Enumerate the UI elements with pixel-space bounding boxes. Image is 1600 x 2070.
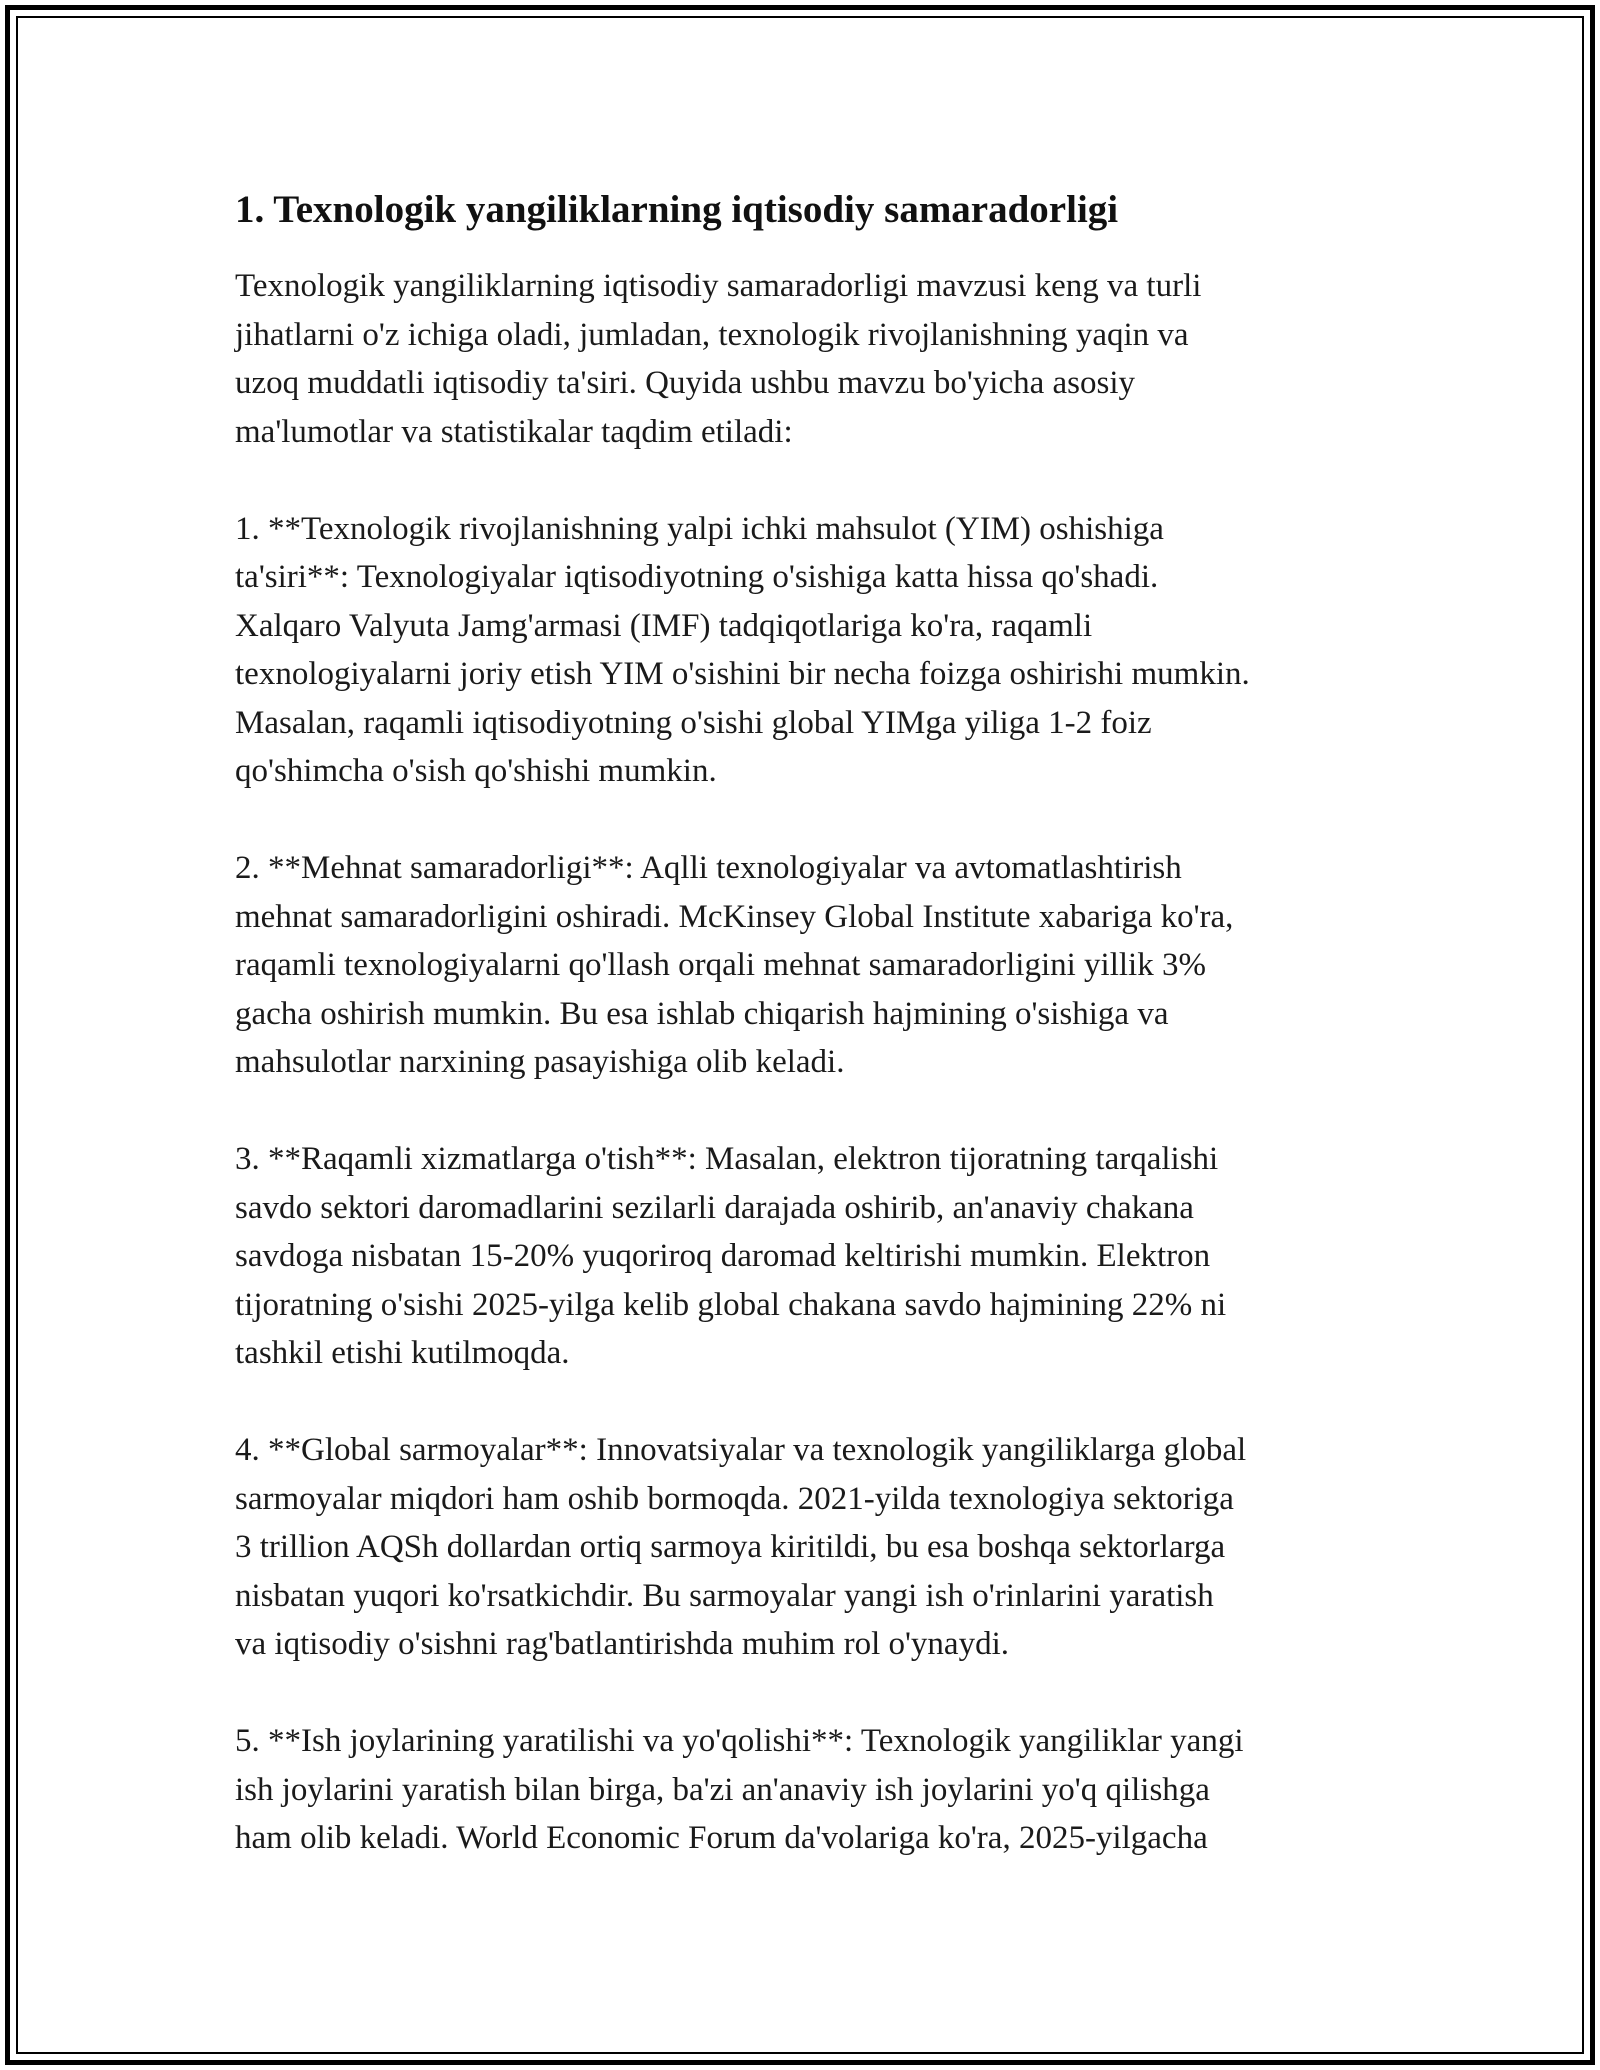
document-body [235, 186, 1385, 1911]
text-line: savdo sektori daromadlarini sezilarli darajada oshirib, an'anaviy chakana [235, 1189, 1194, 1226]
document-title: 1. Texnologik yangiliklarning iqtisodiy samaradorligi [235, 188, 1119, 231]
intro-paragraph [235, 262, 1385, 456]
list-item-digital-services [235, 1135, 1385, 1378]
text-line: gacha oshirish mumkin. Bu esa ishlab chiqarish hajmining o'sishiga va [235, 995, 1169, 1032]
text-line: raqamli texnologiyalarni qo'llash orqali mehnat samaradorligini yillik 3% [235, 947, 1206, 983]
text-line: texnologiyalarni joriy etish YIM o'sishini bir necha foizga oshirishi mumkin. [235, 656, 1250, 692]
text-line: sarmoyalar miqdori ham oshib bormoqda. 2021-yilda texnologiya sektoriga [235, 1480, 1234, 1517]
list-item-labor-productivity [235, 844, 1385, 1087]
text-line: ta'siri**: Texnologiyalar iqtisodiyotning o'sishiga katta hissa qo'shadi. [235, 559, 1159, 595]
text-line: va iqtisodiy o'sishni rag'batlantirishda muhim rol o'ynaydi. [235, 1626, 1010, 1662]
text-line: qo'shimcha o'sish qo'shishi mumkin. [235, 753, 717, 789]
text-line: tashkil etishi kutilmoqda. [235, 1335, 570, 1371]
text-line: Masalan, raqamli iqtisodiyotning o'sishi global YIMga yiliga 1-2 foiz [235, 704, 1152, 741]
text-line: tijoratning o'sishi 2025-yilga kelib global chakana savdo hajmining 22% ni [235, 1286, 1227, 1323]
text-line: 4. **Global sarmoyalar**: Innovatsiyalar va texnologik yangiliklarga global [235, 1432, 1247, 1468]
text-line: ham olib keladi. World Economic Forum da'volariga ko'ra, 2025-yilgacha [235, 1820, 1208, 1856]
text-line: mahsulotlar narxining pasayishiga olib keladi. [235, 1044, 845, 1080]
text-line: savdoga nisbatan 15-20% yuqoriroq daromad keltirishi mumkin. Elektron [235, 1238, 1211, 1274]
text-line: jihatlarni o'z ichiga oladi, jumladan, texnologik rivojlanishning yaqin va [235, 316, 1189, 353]
list-item-jobs [235, 1717, 1385, 1863]
text-line: uzoq muddatli iqtisodiy ta'siri. Quyida ushbu mavzu bo'yicha asosiy [235, 365, 1136, 401]
text-line: 2. **Mehnat samaradorligi**: Aqlli texnologiyalar va avtomatlashtirish [235, 850, 1182, 886]
list-item-global-investments [235, 1426, 1385, 1669]
text-line: mehnat samaradorligini oshiradi. McKinsey Global Institute xabariga ko'ra, [235, 898, 1234, 935]
text-line: ma'lumotlar va statistikalar taqdim etiladi: [235, 413, 793, 450]
text-line: 5. **Ish joylarining yaratilishi va yo'qolishi**: Texnologik yangiliklar yangi [235, 1723, 1244, 1759]
list-item-gdp-growth [235, 505, 1385, 796]
text-line: nisbatan yuqori ko'rsatkichdir. Bu sarmoyalar yangi ish o'rinlarini yaratish [235, 1577, 1214, 1614]
text-line: Xalqaro Valyuta Jamg'armasi (IMF) tadqiqotlariga ko'ra, raqamli [235, 607, 1093, 644]
text-line: 3. **Raqamli xizmatlarga o'tish**: Masalan, elektron tijoratning tarqalishi [235, 1141, 1219, 1177]
text-line: 3 trillion AQSh dollardan ortiq sarmoya kiritildi, bu esa boshqa sektorlarga [235, 1529, 1226, 1565]
text-line: 1. **Texnologik rivojlanishning yalpi ichki mahsulot (YIM) oshishiga [235, 510, 1164, 547]
text-line: ish joylarini yaratish bilan birga, ba'zi an'anaviy ish joylarini yo'q qilishga [235, 1771, 1210, 1808]
text-line: Texnologik yangiliklarning iqtisodiy samaradorligi mavzusi keng va turli [235, 268, 1202, 304]
